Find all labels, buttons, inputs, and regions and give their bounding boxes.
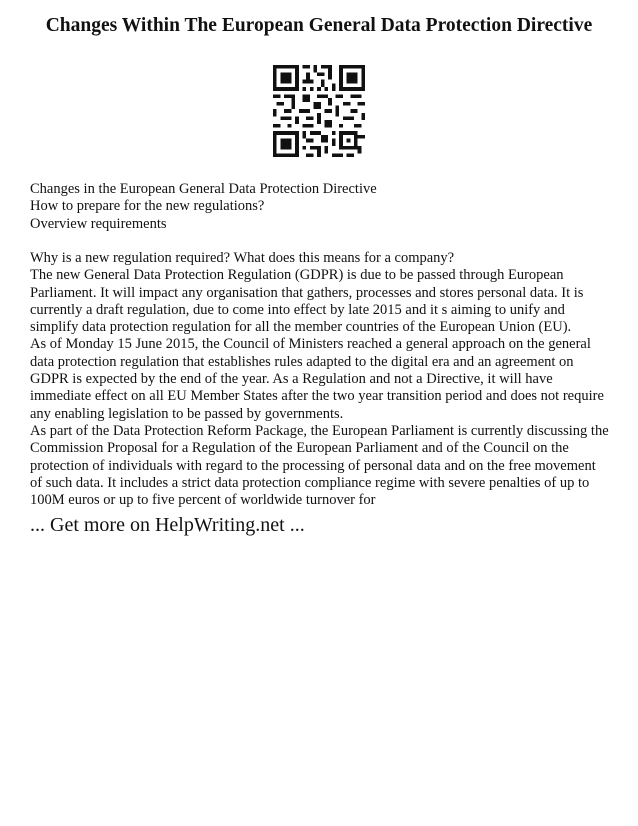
heading-list: [30, 181, 610, 233]
get-more-link[interactable]: ... Get more on HelpWriting.net ...: [30, 514, 305, 536]
paragraph: The new General Data Protection Regulation (GDPR) is due to be passed through European Parliament. It will impact any organisation that gathers, processes and stores personal data. It is currently a draft regulation, due to come into effect by late 2015 and it s aiming to unify and simplify data protection regulation for all the member countries of the European Union (EU).: [30, 267, 584, 336]
paragraph: As of Monday 15 June 2015, the Council of Ministers reached a general approach on the general data protection regulation that establishes rules adapted to the digital era and an agreement on GDPR is expected by the end of the year. As a Regulation and not a Directive, it will have immediate effect on all EU Member States after the two year transition period and does not require any enabling legislation to be passed by governments.: [30, 336, 604, 422]
body-text: [30, 250, 610, 509]
paragraph: Why is a new regulation required? What does this means for a company?: [30, 250, 455, 266]
page-title: Changes Within The European General Data Protection Directive: [45, 15, 593, 36]
heading-item: How to prepare for the new regulations?: [30, 198, 265, 215]
paragraph: As part of the Data Protection Reform Package, the European Parliament is currently discussing the Commission Proposal for a Regulation of the European Parliament and of the Council on the protection of individuals with regard to the processing of personal data and on the free movement of such data. It includes a strict data protection compliance regime with severe penalties of up to 100M euros or up to five percent of worldwide turnover for: [30, 422, 609, 509]
qr-code-icon: [273, 65, 365, 157]
heading-item: Changes in the European General Data Protection Directive: [30, 181, 377, 197]
qr-code-graphic: [273, 65, 365, 157]
heading-item: Overview requirements: [30, 215, 167, 232]
